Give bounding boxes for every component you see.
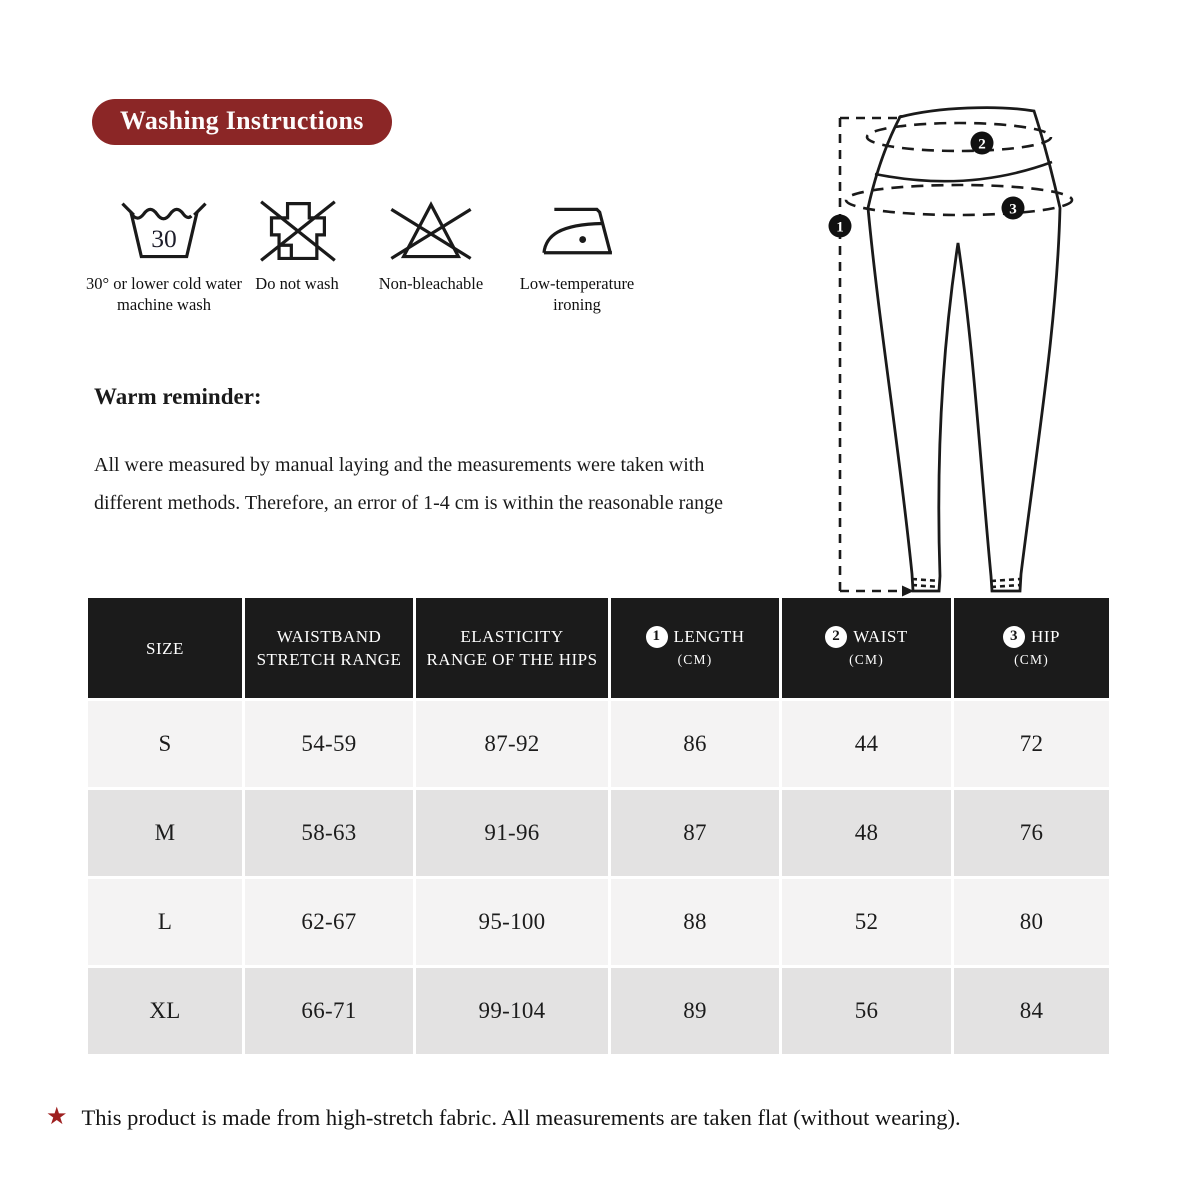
- low-temperature-ironing-icon: [529, 198, 625, 266]
- cell-hip: 80: [954, 879, 1109, 965]
- marker-1-badge: 1: [646, 626, 668, 648]
- svg-text:2: 2: [978, 136, 986, 153]
- marker-3-hip: [1002, 197, 1025, 220]
- svg-text:1: 1: [836, 219, 844, 236]
- cell-elasticity: 91-96: [416, 790, 608, 876]
- marker-2-waist: [971, 132, 994, 155]
- cell-elasticity: 99-104: [416, 968, 608, 1054]
- leggings-measurement-diagram: [828, 100, 1084, 605]
- warm-reminder-heading: Warm reminder:: [94, 384, 262, 409]
- col-header-hip: 3 HIP (CM): [954, 598, 1109, 698]
- cell-waist: 56: [782, 968, 951, 1054]
- cell-size: L: [88, 879, 242, 965]
- care-label: Low-temperature ironing: [519, 274, 635, 314]
- marker-2-badge: 2: [825, 626, 847, 648]
- wash-temp-value: 30: [151, 224, 177, 254]
- cell-waistband: 66-71: [245, 968, 413, 1054]
- col-header-waist: 2 WAIST (CM): [782, 598, 951, 698]
- cell-length: 86: [611, 701, 779, 787]
- col-header-length: 1 LENGTH (CM): [611, 598, 779, 698]
- cell-waist: 44: [782, 701, 951, 787]
- care-label: 30° or lower cold water machine wash: [86, 274, 242, 314]
- cell-hip: 72: [954, 701, 1109, 787]
- cell-length: 88: [611, 879, 779, 965]
- cell-size: S: [88, 701, 242, 787]
- star-icon: ★: [46, 1104, 68, 1130]
- cell-size: M: [88, 790, 242, 876]
- cell-waist: 48: [782, 790, 951, 876]
- cell-elasticity: 95-100: [416, 879, 608, 965]
- marker-1-length: [829, 215, 852, 238]
- machine-wash-30-icon: [116, 198, 212, 266]
- care-label: Non-bleachable: [378, 274, 484, 293]
- marker-3-badge: 3: [1003, 626, 1025, 648]
- svg-text:3: 3: [1009, 201, 1017, 218]
- cell-waist: 52: [782, 879, 951, 965]
- cell-waistband: 58-63: [245, 790, 413, 876]
- col-header-elasticity: ELASTICITY RANGE OF THE HIPS: [416, 598, 608, 698]
- care-item-machine-wash: [84, 198, 244, 315]
- warm-reminder-text: All were measured by manual laying and the measurements were taken with different methods. Therefore, an error of 1-4 cm is within the reasonable range: [94, 454, 724, 514]
- do-not-wash-icon: [249, 198, 345, 266]
- col-header-size: SIZE: [88, 598, 242, 698]
- care-item-non-bleachable: [362, 198, 500, 294]
- care-item-low-temp-iron: [502, 198, 652, 315]
- footnote-text: This product is made from high-stretch fabric. All measurements are taken flat (without wearing).: [81, 1105, 961, 1130]
- col-header-waistband: WAISTBAND STRETCH RANGE: [245, 598, 413, 698]
- cell-hip: 84: [954, 968, 1109, 1054]
- washing-instructions-badge: Washing Instructions: [92, 99, 392, 145]
- cell-length: 87: [611, 790, 779, 876]
- cell-elasticity: 87-92: [416, 701, 608, 787]
- size-chart-table: [88, 598, 1109, 1054]
- cell-length: 89: [611, 968, 779, 1054]
- care-label: Do not wash: [255, 274, 339, 293]
- non-bleachable-icon: [383, 198, 479, 266]
- cell-waistband: 62-67: [245, 879, 413, 965]
- cell-waistband: 54-59: [245, 701, 413, 787]
- footnote: [46, 1103, 1176, 1133]
- care-item-do-not-wash: [228, 198, 366, 294]
- cell-hip: 76: [954, 790, 1109, 876]
- cell-size: XL: [88, 968, 242, 1054]
